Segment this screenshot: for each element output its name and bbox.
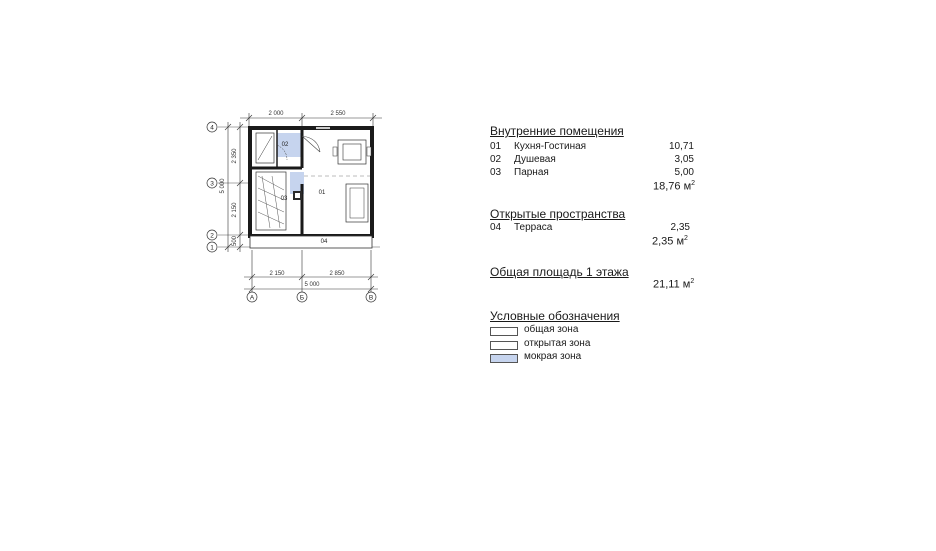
room-number: 04 <box>490 222 502 233</box>
room-label-01: 01 <box>318 190 326 196</box>
room-area: 3,05 <box>674 154 694 165</box>
axis-bubble-3 <box>207 178 217 188</box>
room-number: 02 <box>490 154 502 165</box>
svg-text:1: 1 <box>210 244 214 252</box>
room-name: Парная <box>514 167 549 178</box>
legend-swatch-common <box>490 327 518 336</box>
room-label-03: 03 <box>280 196 288 202</box>
axis-bubble-v <box>366 292 376 302</box>
axis-bubble-b <box>297 292 307 302</box>
axis-bubble-1 <box>207 242 217 252</box>
room-name: Терраса <box>514 222 553 233</box>
axis-bubble-a <box>247 292 257 302</box>
floor-total: 21,11 $м^2$ <box>653 278 695 291</box>
open-spaces-title: Открытые пространства <box>490 207 626 221</box>
room-area: 2,35 <box>670 222 690 233</box>
top-dim-2: 2 550 <box>330 111 346 117</box>
svg-text:4: 4 <box>210 124 214 132</box>
floor-area-title: Общая площадь 1 этажа <box>490 265 629 279</box>
legend-title: Условные обозначения <box>490 309 620 323</box>
svg-text:3: 3 <box>210 180 214 188</box>
axis-bubble-2 <box>207 230 217 240</box>
bottom-dim-2: 2 850 <box>329 271 345 277</box>
shower-wet-zone <box>277 133 301 157</box>
room-name: Кухня-Гостиная <box>514 141 587 152</box>
interior-title: Внутренние помещения <box>490 124 624 138</box>
svg-text:А: А <box>249 294 255 302</box>
left-dim-1: 2 350 <box>232 148 238 164</box>
svg-text:В: В <box>368 294 374 302</box>
left-dim-2: 2 150 <box>232 202 238 218</box>
room-area: 10,71 <box>668 141 694 152</box>
left-dimension-lines <box>225 122 243 252</box>
legend-label: общая зона <box>524 324 579 335</box>
svg-text:2: 2 <box>210 232 214 240</box>
room-name: Душевая <box>514 154 556 165</box>
legend-label: открытая зона <box>524 338 591 349</box>
legend-swatch-wet <box>490 354 518 363</box>
top-dim-1: 2 000 <box>268 111 284 117</box>
floor-plan <box>0 0 480 320</box>
top-dimension-line <box>240 113 382 128</box>
left-dim-total: 5 000 <box>220 178 226 194</box>
room-label-02: 02 <box>281 142 289 148</box>
bottom-dim-1: 2 150 <box>269 271 285 277</box>
room-number: 01 <box>490 141 502 152</box>
legend-label: мокрая зона <box>524 351 582 362</box>
bottom-dim-total: 5 000 <box>304 282 320 288</box>
left-dim-3: 500 <box>232 235 238 247</box>
building-footprint <box>250 127 372 248</box>
axis-bubble-4 <box>207 122 217 132</box>
interior-total: 18,76 $м^2$ <box>653 180 696 193</box>
svg-text:Б: Б <box>299 294 305 302</box>
room-number: 03 <box>490 167 502 178</box>
legend-swatch-open <box>490 341 518 350</box>
open-total: 2,35 $м^2$ <box>652 235 688 248</box>
room-label-04: 04 <box>320 239 328 245</box>
room-area: 5,00 <box>674 167 694 178</box>
